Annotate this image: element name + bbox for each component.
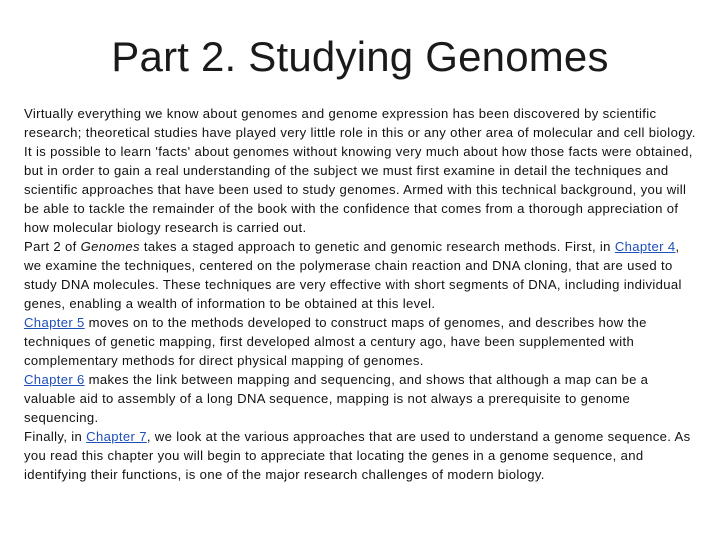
paragraph-chapter6 — [24, 370, 698, 427]
paragraph-intro: Virtually everything we know about genomes and genome expression has been discovered by scientific research; theoretical studies have played very little role in this or any other area of molecular and cell biology. It is possible to learn 'facts' about genomes without knowing very much about how those facts were obtained, but in order to gain a real understanding of the subject we must first examine in detail the techniques and scientific approaches that have been used to study genomes. Armed with this technical background, you will be able to tackle the remainder of the book with the confidence that comes from a thorough appreciation of how molecular biology research is carried out. — [24, 106, 696, 235]
paragraph-chapter7-text: , we look at the various approaches that are used to understand a genome sequence. As you read this chapter you will begin to appreciate that locating the genes in a genome sequence, and identifying their functions, is one of the major research challenges of modern biology. — [24, 429, 691, 482]
slide-title: Part 2. Studying Genomes — [111, 33, 609, 80]
chapter-6-link[interactable]: Chapter 6 — [24, 372, 85, 387]
chapter-5-link[interactable]: Chapter 5 — [24, 315, 85, 330]
paragraph-chapter5 — [24, 313, 698, 370]
paragraph-part2-middle: takes a staged approach to genetic and genomic research methods. First, in — [139, 239, 615, 254]
paragraph-chapter5-text: moves on to the methods developed to construct maps of genomes, and describes how the techniques of genetic mapping, first developed almost a century ago, have been supplemented with complementary methods for direct physical mapping of genomes. — [24, 315, 647, 368]
paragraph-chapter6-text: makes the link between mapping and sequencing, and shows that although a map can be a valuable aid to assembly of a long DNA sequence, mapping is not always a prerequisite to genome sequencing. — [24, 372, 649, 425]
paragraph-chapter7 — [24, 427, 698, 484]
slide-body — [24, 104, 698, 484]
paragraph-chapter7-prefix: Finally, in — [24, 429, 87, 444]
paragraph-part2-prefix: Part 2 of — [24, 239, 81, 254]
chapter-4-link[interactable]: Chapter 4 — [614, 239, 676, 254]
chapter-7-link[interactable]: Chapter 7 — [86, 429, 147, 444]
book-title: Genomes — [80, 239, 140, 254]
paragraph-part2 — [24, 237, 698, 313]
paragraph-part2-suffix: , we examine the techniques, centered on the polymerase chain reaction and DNA cloning, that are used to study DNA molecules. These techniques are very effective with short segments of DNA, including individual genes, enabling a wealth of information to be obtained at this level. — [24, 239, 682, 311]
